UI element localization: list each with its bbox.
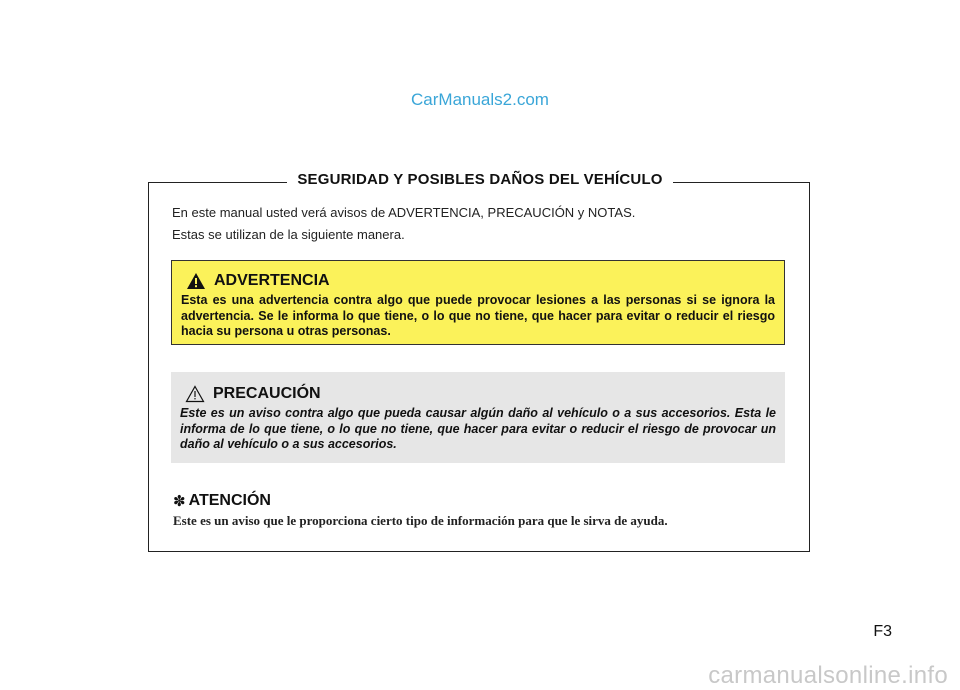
warning-icon bbox=[186, 272, 206, 290]
warning-title: ADVERTENCIA bbox=[214, 272, 330, 289]
section-title-wrap bbox=[0, 171, 960, 189]
notice-title: ATENCIÓN bbox=[188, 492, 271, 509]
warning-text: Esta es una advertencia contra algo que puede provocar lesiones a las personas si se ignora la advertencia. Se le informa lo que tiene, o lo que no tiene, que hacer para evitar o reducir el riesgo hacia su persona u otras personas. bbox=[181, 293, 775, 338]
caution-text: Este es un aviso contra algo que pueda causar algún daño al vehículo o a sus accesorios. Esta le informa de lo que tiene, o lo que no tiene, que hacer para evitar o reducir el riesgo de provocar un daño al vehículo o a sus accesorios. bbox=[180, 406, 776, 451]
warning-box bbox=[171, 260, 785, 345]
watermark-top: CarManuals2.com bbox=[411, 90, 549, 109]
caution-header bbox=[180, 384, 776, 404]
caution-box bbox=[171, 372, 785, 463]
watermark-bottom: carmanualsonline.info bbox=[708, 662, 948, 689]
caution-icon bbox=[185, 385, 205, 403]
warning-header bbox=[181, 271, 775, 291]
notice-text: Este es un aviso que le proporciona cierto tipo de información para que le sirva de ayuda. bbox=[173, 513, 668, 528]
caution-title: PRECAUCIÓN bbox=[213, 385, 321, 402]
intro-line-1: En este manual usted verá avisos de ADVERTENCIA, PRECAUCIÓN y NOTAS. bbox=[172, 205, 636, 220]
page-number: F3 bbox=[873, 623, 892, 640]
notice-header bbox=[173, 492, 271, 510]
notice-star-icon: ✽ bbox=[173, 493, 186, 510]
intro-line-2: Estas se utilizan de la siguiente manera. bbox=[172, 227, 405, 242]
section-title: SEGURIDAD Y POSIBLES DAÑOS DEL VEHÍCULO bbox=[287, 171, 672, 188]
